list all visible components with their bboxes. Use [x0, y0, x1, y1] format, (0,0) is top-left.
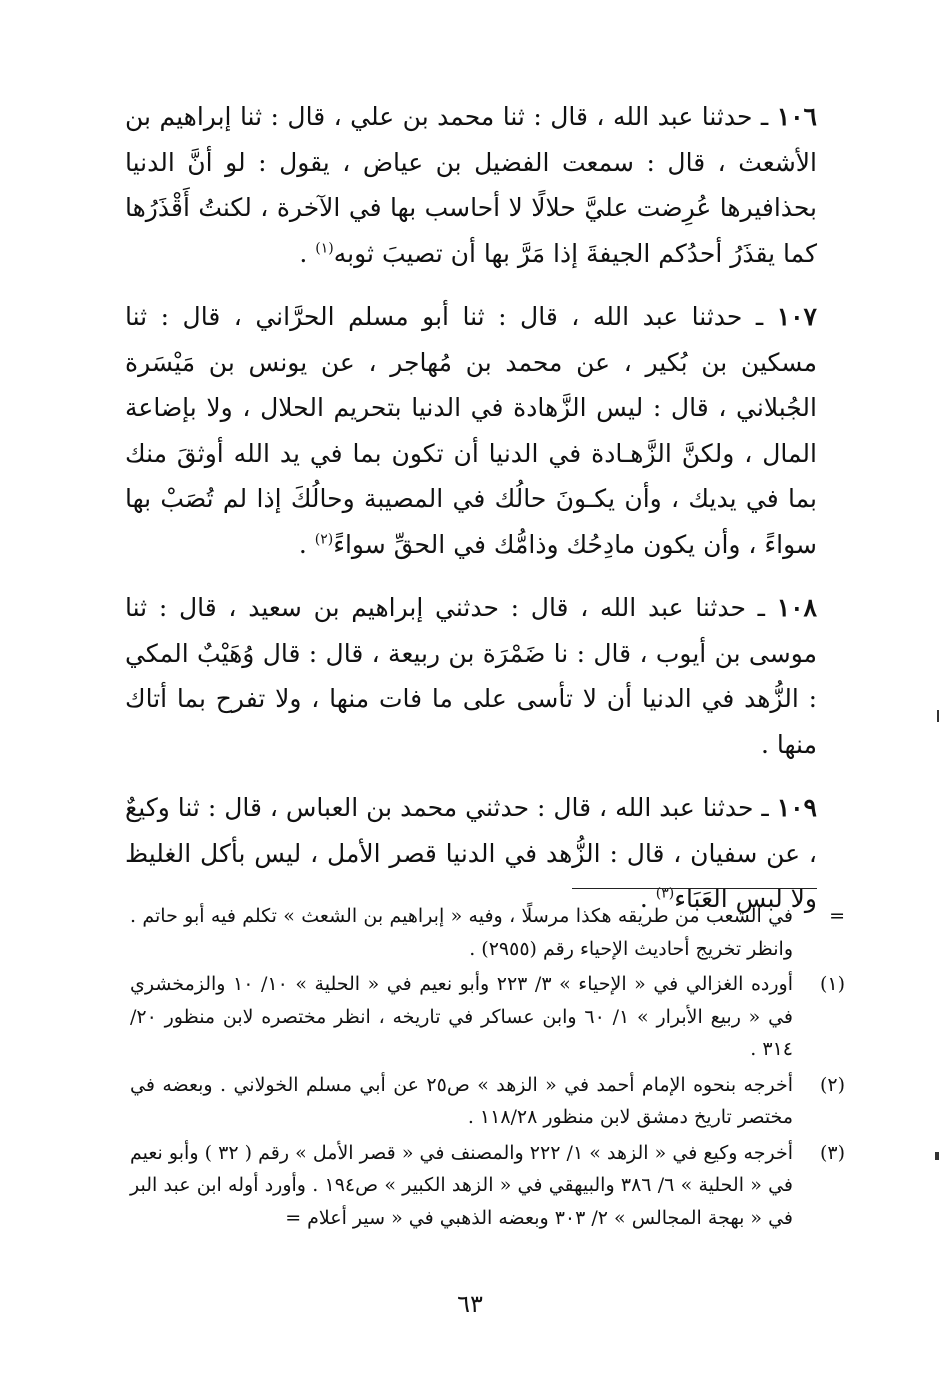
footnote-reference: (٣)	[655, 885, 675, 902]
footnote-text: أورده الغزالي في « الإحياء » ٣/ ٢٢٣ وأبو نعيم في « الحلية » ١٠/ ١٠ والزمخشري في « ربيع الأبرار » ١/ ٦٠ وابن عساكر في تاريخه ، انظر مختصره لابن منظور ٢٠/ ٣١٤ .	[130, 973, 793, 1060]
paragraph-106	[125, 94, 817, 276]
footnote-marker: (٢)	[819, 1073, 845, 1096]
paragraph-number: ١٠٦	[776, 102, 817, 131]
footnote-separator	[572, 888, 817, 889]
paragraph-108	[125, 585, 817, 767]
paragraph-tail: .	[639, 884, 656, 913]
paragraph-text: ـ حدثنا عبد الله ، قال : حدثني إبراهيم بن سعيد ، قال : ثنا موسى بن أيوب ، قال : نا ضَمْرَة بن ربيعة ، قال : قال وُهَيْبٌ المكي : الزُّهد في الدنيا أن لا تأسى على ما فات منها ، ولا تفرح بما أتاك منها .	[125, 593, 817, 759]
footnote-reference: (١)	[315, 240, 334, 257]
paragraph-107	[125, 294, 817, 567]
footnote-text: أخرجه وكيع في « الزهد » ١/ ٢٢٢ والمصنف في « قصر الأمل » رقم ( ٣٢ ) وأبو نعيم في « الحلية » ٦/ ٣٨٦ والبيهقي في « الزهد الكبير » ص١٩٤ . وأورد أوله ابن عبد البر في « بهجة المجالس » ٢/ ٣٠٣ وبعضه الذهبي في « سير أعلام =	[130, 1141, 793, 1229]
scan-edge-mark	[935, 1152, 939, 1160]
scan-edge-mark	[937, 710, 939, 722]
footnote-marker: =	[829, 905, 845, 927]
paragraph-number: ١٠٩	[776, 793, 817, 822]
footnote-marker: (١)	[819, 973, 845, 995]
paragraph-text: ـ حدثنا عبد الله ، قال : ثنا أبو مسلم الحرَّاني ، قال : ثنا مسكين بن بُكير ، عن محمد بن مُهاجر ، عن يونس بن مَيْسَرة الجُبلاني ، قال : ليس الزَّهادة في الدنيا بتحريم الحلال ، ولا بإضاعة المال ، ولكنَّ الزَّهـادة في الدنيا أن تكون بما في يد الله أوثقَ منك بما في يديك ، وأن يكـونَ حالُك في المصيبة وحالُكَ إذا لم تُصَبْ بها سواءً ، وأن يكون مادِحُك وذامُّك في الحقِّ سواءً	[125, 302, 817, 559]
footnote-1	[130, 968, 845, 1066]
paragraph-text: ـ حدثنا عبد الله ، قال : ثنا محمد بن علي ، قال : ثنا إبراهيم بن الأشعث ، قال : سمعت الفضيل بن عياض ، يقول : لو أنَّ الدنيا بحذافيرها عُرِضت عليَّ حلالًا لا أحاسب بها في الآخرة ، لكنتُ أَقْذَرُها كما يقذَرُ أحدُكم الجيفةَ إذا مَرَّ بها أن تصيبَ ثوبه	[125, 102, 817, 268]
main-text	[125, 94, 817, 940]
footnote-continued	[130, 900, 845, 965]
footnote-text: في الشعب من طريقه هكذا مرسلًا ، وفيه « إبراهيم بن الشعث » تكلم فيه أبو حاتم . وانظر تخريج أحاديث الإحياء رقم (٢٩٥٥) .	[130, 905, 793, 960]
footnote-3	[130, 1137, 845, 1235]
paragraph-tail: .	[298, 529, 315, 559]
footnotes-section	[130, 900, 845, 1237]
paragraph-text: ـ حدثنا عبد الله ، قال : حدثني محمد بن العباس ، قال : ثنا وكيعٌ ، عن سفيان ، قال : الزُّهد في الدنيا قصر الأمل ، ليس بأكل الغليظ ولا لبس العَبَاء	[125, 793, 817, 913]
footnote-2	[130, 1069, 845, 1134]
footnote-text: أخرجه بنحوه الإمام أحمد في « الزهد » ص٢٥ عن أبي مسلم الخولاني . وبعضه في مختصر تاريخ دمشق لابن منظور ١١٨/٢٨ .	[130, 1073, 793, 1128]
paragraph-number: ١٠٧	[776, 302, 817, 331]
page-number: ٦٣	[457, 1290, 483, 1318]
paragraph-tail: .	[299, 238, 316, 268]
paragraph-number: ١٠٨	[776, 593, 817, 622]
footnote-marker: (٣)	[819, 1141, 845, 1164]
footnote-reference: (٢)	[314, 531, 334, 548]
